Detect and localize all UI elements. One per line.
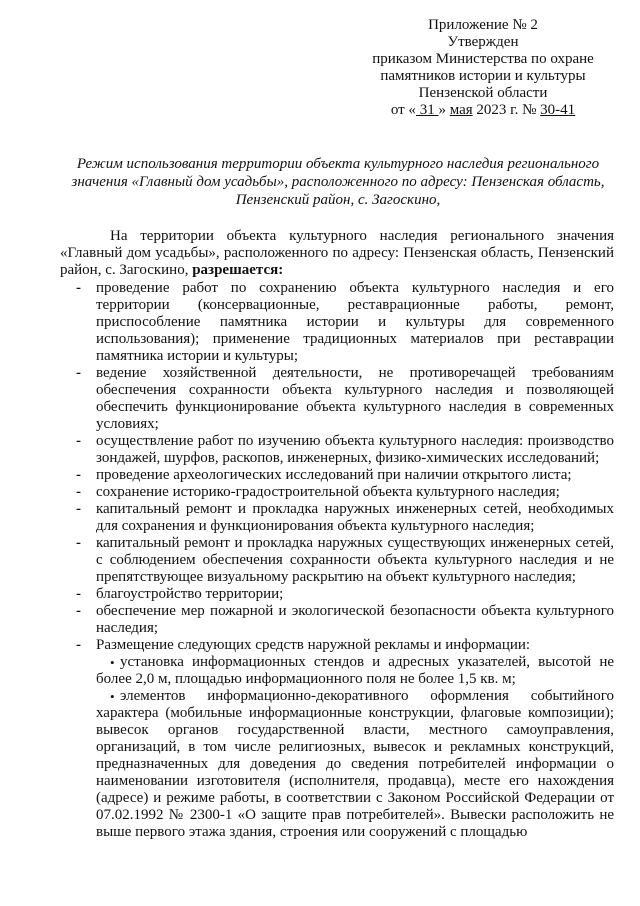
order-line: приказом Министерства по охране bbox=[372, 51, 594, 67]
dash-marker: - bbox=[76, 603, 81, 619]
dash-marker: - bbox=[76, 637, 81, 653]
order-date-line: от « 31 » мая 2023 г. № 30-41 bbox=[390, 102, 576, 118]
list-item: - ведение хозяйственной деятельности, не противоречащей требованиям обеспечения сохранности объекта культурного наследия и позволяющей обеспечить функционирование объекта культурного наследия в современных условиях; bbox=[76, 365, 614, 432]
list-item: - Размещение следующих средств наружной рекламы и информации: • установка информационных стендов и адресных указателей, высотой не более 2,0 м, площадью информационного поля не более 1,5 кв. м; • элементов информационно-декоративного оформления событийного характера (мобильные информационные конструкции, флаговые композиции); вывесок органов государственной власти, местного самоуправления, организаций, в том числе религиозных, вывесок и рекламных конструкций, предназначенных для доведения до сведения потребителей информации о наименовании изготовителя (исполнителя, продавца), месте его нахождения (адресе) и режиме работы, в соответствии с Законом Российской Федерации от 07.02.1992 № 2300-1 «О защите прав потребителей». Вывески расположить не выше первого этажа здания, строения или сооружений с площадью bbox=[76, 637, 614, 840]
permitted-list bbox=[76, 280, 614, 841]
approval-block bbox=[330, 17, 636, 119]
list-item: - благоустройство территории; bbox=[76, 586, 284, 602]
sub-item: • элементов информационно-декоративного оформления событийного характера (мобильные информационные конструкции, флаговые композиции); вывесок органов государственной власти, местного самоуправления, организаций, в том числе религиозных, вывесок и рекламных конструкций, предназначенных для доведения до сведения потребителей информации о наименовании изготовителя (исполнителя, продавца), месте его нахождения (адресе) и режиме работы, в соответствии с Законом Российской Федерации от 07.02.1992 № 2300-1 «О защите прав потребителей». Вывески расположить не выше первого этажа здания, строения или сооружений с площадью bbox=[96, 688, 614, 840]
approved-label: Утвержден bbox=[447, 34, 519, 50]
bullet-marker: • bbox=[110, 689, 115, 704]
dash-marker: - bbox=[76, 484, 81, 500]
list-item: - обеспечение мер пожарной и экологической безопасности объекта культурного наследия; bbox=[76, 603, 614, 636]
bullet-marker: • bbox=[110, 655, 115, 670]
order-month: мая bbox=[449, 102, 473, 118]
list-item: - осуществление работ по изучению объекта культурного наследия: производство зондажей, шурфов, раскопов, инженерных, физико-химических исследований; bbox=[76, 433, 614, 466]
sub-item: • установка информационных стендов и адресных указателей, высотой не более 2,0 м, площадью информационного поля не более 1,5 кв. м; bbox=[96, 654, 614, 687]
list-item: - сохранение историко-градостроительной объекта культурного наследия; bbox=[76, 484, 560, 500]
allowed-label: разрешается: bbox=[192, 262, 284, 278]
appendix-number: Приложение № 2 bbox=[428, 17, 538, 33]
dash-marker: - bbox=[76, 433, 81, 449]
dash-marker: - bbox=[76, 280, 81, 296]
document-title: Режим использования территории объекта культурного наследия регионального значения «Главный дом усадьбы», расположенного по адресу: Пензенская область, Пензенский район, с. Загоскино, bbox=[71, 156, 605, 208]
region-line: Пензенской области bbox=[418, 85, 548, 101]
dash-marker: - bbox=[76, 586, 81, 602]
list-item: - проведение археологических исследований при наличии открытого листа; bbox=[76, 467, 572, 483]
dash-marker: - bbox=[76, 365, 81, 381]
dash-marker: - bbox=[76, 501, 81, 517]
dash-marker: - bbox=[76, 467, 81, 483]
list-item: - капитальный ремонт и прокладка наружных существующих инженерных сетей, с соблюдением обеспечения сохранности объекта культурного наследия и не препятствующее визуальному раскрытию на объект культурного наследия; bbox=[76, 535, 614, 585]
list-item: - капитальный ремонт и прокладка наружных инженерных сетей, необходимых для сохранения и функционирования объекта культурного наследия; bbox=[76, 501, 614, 534]
intro-paragraph: На территории объекта культурного наследия регионального значения «Главный дом усадьбы», расположенного по адресу: Пензенская область, Пензенский район, с. Загоскино, разрешается: bbox=[60, 228, 614, 278]
order-day: 31 bbox=[415, 102, 439, 118]
ministry-line: памятников истории и культуры bbox=[380, 68, 586, 84]
dash-marker: - bbox=[76, 535, 81, 551]
list-item: - проведение работ по сохранению объекта культурного наследия и его территории (консервационные, реставрационные работы, ремонт, приспособление памятника истории и культуры для современного использования); применение традиционных материалов при реставрации памятника истории и культуры; bbox=[76, 280, 614, 364]
order-number: 30-41 bbox=[540, 102, 576, 118]
